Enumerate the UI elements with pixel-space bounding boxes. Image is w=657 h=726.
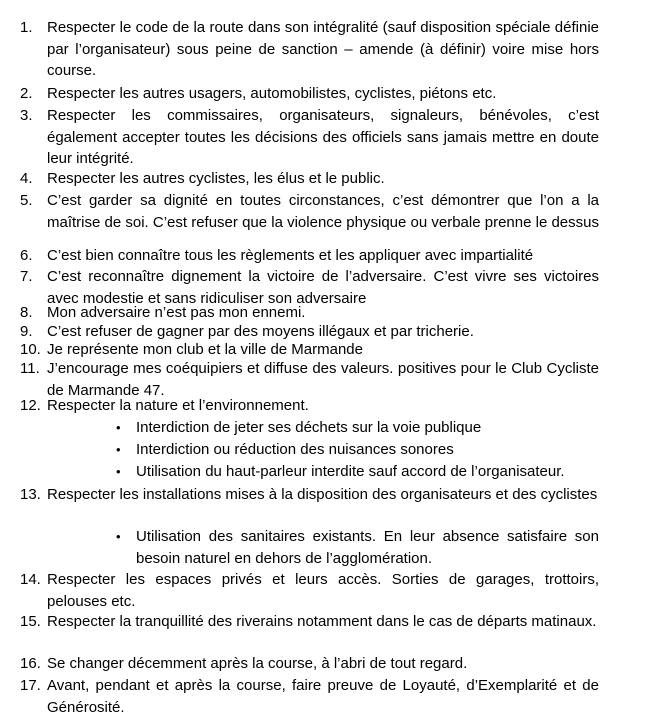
item-text: Respecter la nature et l’environnement. [47,397,309,414]
item-text: Respecter le code de la route dans son intégralité (sauf disposition spéciale définie par l’organisateur) sous peine de sanction – amende (à définir) voire mise hors course. [47,19,599,79]
item-text: Respecter les espaces privés et leurs accès. Sorties de garages, trottoirs, pelouses etc. [47,571,599,610]
item-text: C’est garder sa dignité en toutes circonstances, c’est démontrer que l’on a la maîtrise de soi. C’est refuser que la violence physique ou verbale prenne le dessus [47,192,599,231]
bullet-text: Utilisation des sanitaires existants. En leur absence satisfaire son besoin naturel en dehors de l’agglomération. [136,528,599,567]
bullet-text: Utilisation du haut-parleur interdite sauf accord de l’organisateur. [136,463,565,480]
bullet-icon: • [116,420,121,435]
item-number: 3. [20,107,33,124]
item-number: 8. [20,304,33,321]
item-number: 9. [20,323,33,340]
item-text: C’est refuser de gagner par des moyens illégaux et par tricherie. [47,323,474,340]
item-number: 17. [20,677,41,694]
item-number: 14. [20,571,41,588]
item-number: 15. [20,613,41,630]
item-text: C’est bien connaître tous les règlements et les appliquer avec impartialité [47,247,534,264]
item-number: 7. [20,268,33,285]
item-text: Avant, pendant et après la course, faire preuve de Loyauté, d’Exemplarité et de Générosité. [47,677,599,716]
item-text: C’est reconnaître dignement la victoire de l’adversaire. C’est vivre ses victoires avec modestie et sans ridiculiser son adversaire [47,268,599,307]
bullet-text: Interdiction de jeter ses déchets sur la voie publique [136,419,482,436]
item-number: 1. [20,19,33,36]
item-text: Mon adversaire n’est pas mon ennemi. [47,304,306,321]
item-text: Respecter les commissaires, organisateurs, signaleurs, bénévoles, c’est également accepter toutes les décisions des officiels sans jamais mettre en doute leur intégrité. [47,107,599,167]
item-text: Respecter les autres usagers, automobilistes, cyclistes, piétons etc. [47,85,497,102]
bullet-text: Interdiction ou réduction des nuisances sonores [136,441,454,458]
item-number: 12. [20,397,41,414]
bullet-icon: • [116,464,121,479]
bullet-icon: • [116,529,121,544]
item-text: Je représente mon club et la ville de Marmande [47,341,363,358]
item-number: 11. [20,360,40,377]
item-text: J’encourage mes coéquipiers et diffuse des valeurs. positives pour le Club Cycliste de Marmande 47. [47,360,599,399]
item-number: 10. [20,341,41,358]
item-number: 13. [20,486,41,503]
item-number: 6. [20,247,33,264]
item-number: 4. [20,170,33,187]
item-text: Respecter les installations mises à la disposition des organisateurs et des cyclistes [47,486,598,503]
item-text: Se changer décemment après la course, à l’abri de tout regard. [47,655,468,672]
bullet-icon: • [116,442,121,457]
item-text: Respecter les autres cyclistes, les élus et le public. [47,170,385,187]
item-number: 5. [20,192,33,209]
item-number: 2. [20,85,33,102]
item-text: Respecter la tranquillité des riverains notamment dans le cas de départs matinaux. [47,613,597,630]
item-number: 16. [20,655,41,672]
